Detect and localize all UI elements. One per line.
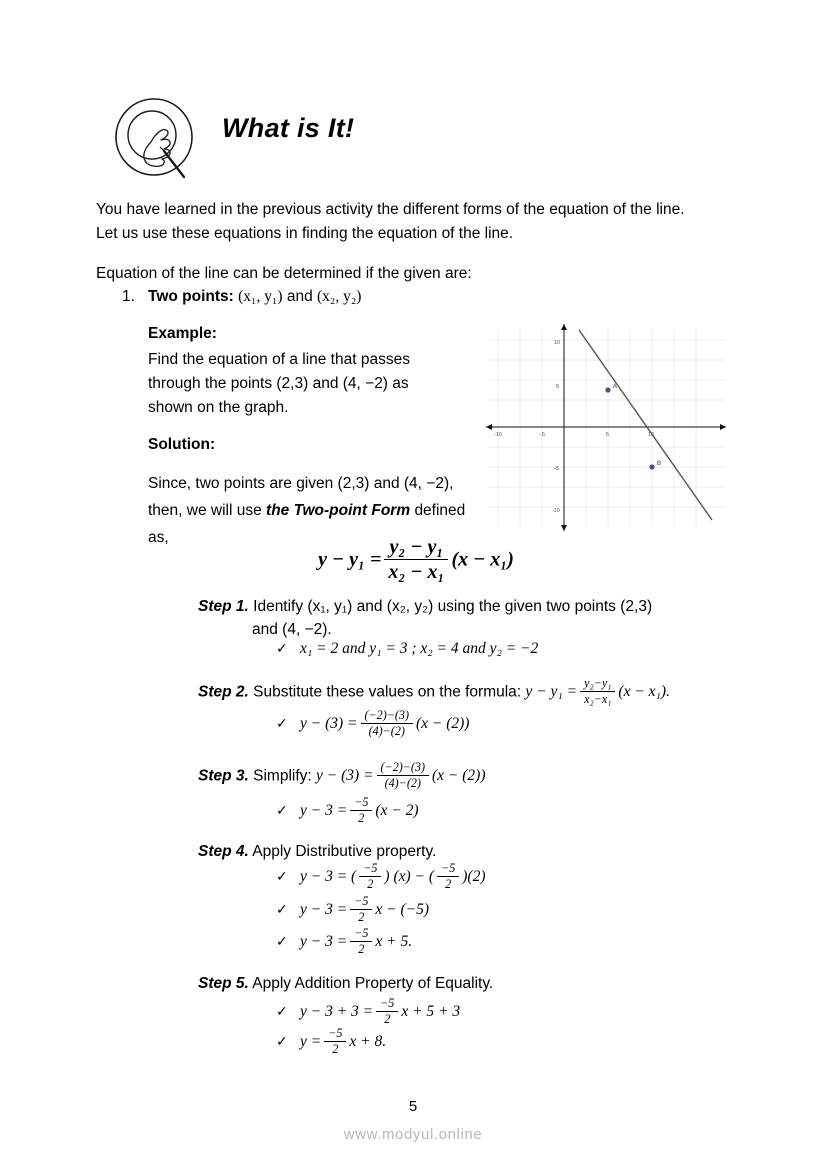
- step-5-check-1-text: y − 3 + 3 = $\frac{-5}{2}$ x + 5 + 3: [300, 996, 461, 1026]
- check-icon: ✓: [276, 902, 288, 919]
- list-item-two-points: [122, 288, 722, 306]
- example-label: Example:: [148, 325, 217, 342]
- step-3-check-1-text: y − 3 = $\frac{-5}{2}$ (x − 2): [300, 795, 419, 825]
- section-header: [96, 95, 736, 190]
- page-title: What is It!: [222, 113, 355, 143]
- list-item-number: 1.: [122, 288, 135, 305]
- formula-rhs: (x − x₁): [451, 548, 514, 571]
- step-1-label: Step 1.: [198, 598, 249, 615]
- step-5-label: Step 5.: [198, 975, 249, 992]
- svg-text:-10: -10: [552, 508, 560, 514]
- example-text: Find the equation of a line that passes through the points (2,3) and (4, −2) as shown on the graph.: [148, 351, 410, 416]
- svg-text:-10: -10: [494, 432, 502, 438]
- solution-text-part1: Since, two points are given (2,3) and (4, −2), then, we will use: [148, 475, 454, 519]
- step-5-check-2: [276, 1028, 716, 1057]
- step-4-text: Apply Distributive property.: [252, 843, 437, 860]
- solution-text-part2: defined as,: [148, 502, 466, 546]
- intro-paragraph-2: Equation of the line can be determined if the given are:: [96, 265, 472, 282]
- step-1-text-continued: and (4, −2).: [252, 621, 332, 638]
- step-4-check-1-text: y − 3 = ( $\frac{-5}{2}$ ) (x) − ( $\frac{-5}{2}$ )(2): [300, 861, 486, 891]
- step-4-check-3-text: y − 3 = $\frac{-5}{2}$ x + 5.: [300, 926, 413, 956]
- svg-text:10: 10: [554, 340, 561, 346]
- svg-text:-5: -5: [540, 432, 545, 438]
- step-3-text: Simplify:: [253, 767, 312, 785]
- svg-text:A: A: [613, 384, 618, 390]
- check-icon: ✓: [276, 934, 288, 951]
- step-2-formula-denominator: x₂−x₁: [580, 691, 615, 707]
- step-4-check-3: [276, 928, 716, 957]
- step-5: [198, 972, 718, 995]
- step-2-check-1: [276, 710, 716, 739]
- check-icon: ✓: [276, 641, 288, 657]
- step-2-formula-rhs: (x − x₁).: [618, 683, 670, 701]
- step-1: [198, 595, 718, 618]
- step-4-check-2-text: y − 3 = $\frac{-5}{2}$ x − (−5): [300, 894, 430, 924]
- step-5-check-1: [276, 998, 716, 1027]
- check-icon: ✓: [276, 803, 288, 820]
- step-4-label: Step 4.: [198, 843, 249, 860]
- page-number: 5: [408, 1098, 418, 1115]
- step-2-text: Substitute these values on the formula:: [253, 683, 522, 701]
- step-4: [198, 840, 718, 863]
- check-icon: ✓: [276, 869, 288, 886]
- step-3-label: Step 3.: [198, 767, 249, 785]
- step-2-label: Step 2.: [198, 683, 249, 701]
- watermark: www.modyul.online: [343, 1126, 483, 1143]
- check-icon: ✓: [276, 1034, 288, 1051]
- list-item-label: Two points:: [148, 288, 234, 305]
- svg-text:-5: -5: [554, 466, 559, 472]
- formula-fraction: [384, 536, 448, 584]
- step-3-expression: y − (3) = $\frac{(-2)-(3)}{(4)-(2)}$ (x − (2)): [316, 760, 486, 790]
- svg-text:B: B: [657, 461, 662, 467]
- step-2-check-1-text: y − (3) = $\frac{(-2)-(3)}{(4)-(2)}$ (x − (2)): [300, 708, 470, 738]
- step-3: [198, 762, 718, 791]
- list-item-points-2: (x₂, y₂): [317, 288, 362, 305]
- svg-text:10: 10: [648, 432, 655, 438]
- step-2-formula: [525, 676, 670, 706]
- formula-numerator: y₂ − y₁: [389, 536, 444, 558]
- check-icon: ✓: [276, 716, 288, 733]
- step-1-check-1-text: x₁ = 2 and y₁ = 3 ; x₂ = 4 and y₂ = −2: [300, 640, 539, 657]
- coordinate-graph: [480, 320, 732, 535]
- formula-denominator: x₂ − x₁: [384, 559, 448, 584]
- step-1-text: Identify (x₁, y₁) and (x₂, y₂) using the given two points (2,3): [253, 598, 653, 615]
- step-2-formula-fraction: [580, 677, 615, 706]
- step-5-check-2-text: y = $\frac{-5}{2}$ x + 8.: [300, 1026, 387, 1056]
- step-3-check-1: [276, 797, 716, 826]
- formula-lhs: y − y₁ =: [318, 548, 382, 571]
- svg-text:5: 5: [606, 432, 610, 438]
- step-2-formula-numerator: y₂−y₁: [584, 676, 612, 690]
- check-icon: ✓: [276, 1004, 288, 1021]
- step-2: [198, 678, 738, 707]
- step-5-text: Apply Addition Property of Equality.: [252, 975, 494, 992]
- solution-text-emphasis: the Two-point Form: [266, 502, 411, 519]
- svg-text:5: 5: [556, 384, 560, 390]
- solution-label: Solution:: [148, 436, 216, 453]
- step-4-check-2: [276, 896, 716, 925]
- list-item-points-1: (x₁, y₁): [238, 288, 283, 305]
- intro-paragraph-1: You have learned in the previous activity the different forms of the equation of the line. Let us use these equations in finding the equation of the line.: [96, 201, 685, 242]
- step-1-check-1: [276, 640, 716, 658]
- list-item-conjunction: and: [286, 288, 313, 305]
- step-4-check-1: [276, 863, 716, 892]
- magnifier-icon: [110, 95, 206, 191]
- step-2-formula-lhs: y − y₁ =: [525, 683, 578, 701]
- two-point-form-formula: [96, 537, 736, 585]
